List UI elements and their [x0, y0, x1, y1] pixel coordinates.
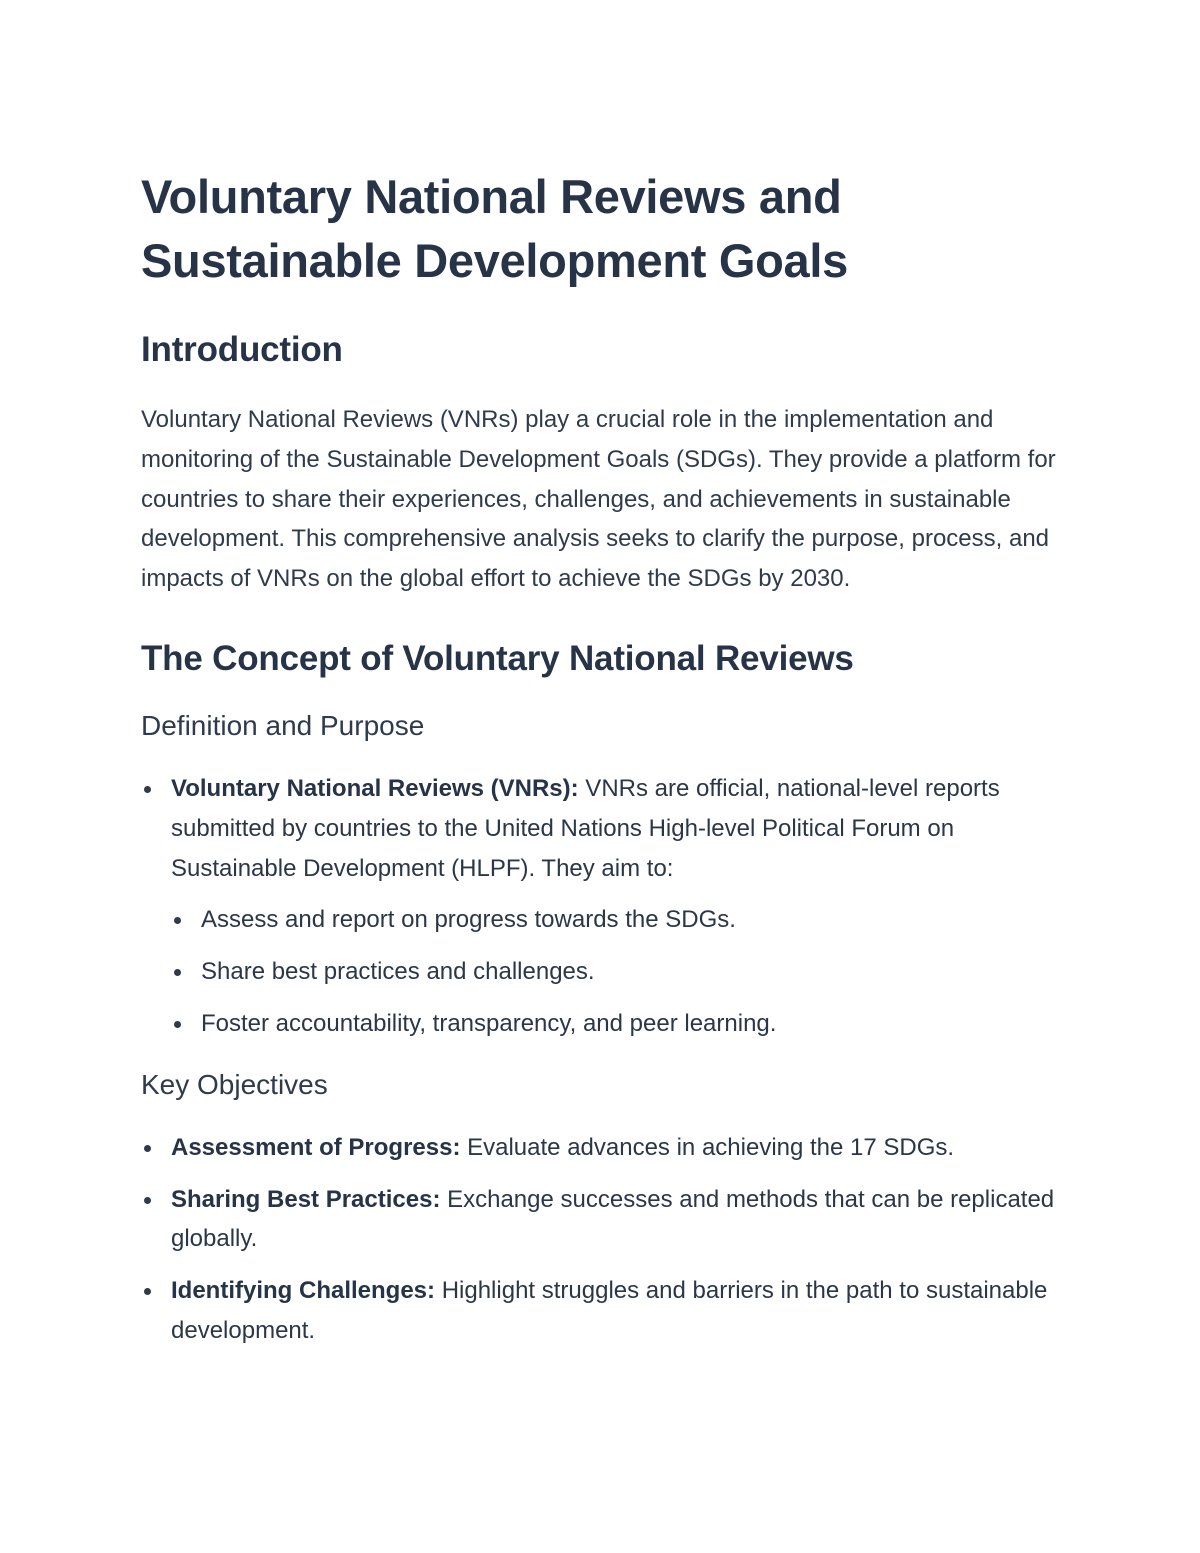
definition-heading: Definition and Purpose: [141, 709, 425, 741]
list-item-text: Highlight struggles and barriers in the path to sustainable development.: [171, 1277, 1048, 1344]
list-item-term: Voluntary National Reviews (VNRs):: [171, 774, 579, 802]
definition-list: [141, 769, 1060, 1044]
list-item-text: Evaluate advances in achieving the 17 SDGs.: [460, 1133, 955, 1161]
list-item-term: Assessment of Progress:: [171, 1133, 461, 1161]
sublist-item: Foster accountability, transparency, and peer learning.: [171, 1004, 1060, 1044]
list-item: [141, 1180, 1060, 1260]
document-title: Voluntary National Reviews and Sustainable Development Goals: [141, 170, 848, 287]
definition-sublist: [171, 900, 1060, 1043]
list-item-text: VNRs are official, national-level reports submitted by countries to the United Nations High-level Political Forum on Sustainable Development (HLPF). They aim to:: [171, 774, 1000, 882]
objectives-list: [141, 1128, 1060, 1351]
introduction-heading: Introduction: [141, 330, 343, 369]
list-item-term: Identifying Challenges:: [171, 1277, 436, 1305]
list-item: [141, 1271, 1060, 1351]
sublist-item: Assess and report on progress towards the SDGs.: [171, 900, 1060, 940]
list-item: [141, 769, 1060, 1044]
list-item: [141, 1128, 1060, 1168]
concept-heading: The Concept of Voluntary National Reviews: [141, 638, 854, 678]
sublist-item: Share best practices and challenges.: [171, 952, 1060, 992]
list-item-term: Sharing Best Practices:: [171, 1185, 441, 1213]
list-item-text: Exchange successes and methods that can be replicated globally.: [171, 1185, 1055, 1253]
objectives-heading: Key Objectives: [141, 1068, 328, 1100]
introduction-paragraph: Voluntary National Reviews (VNRs) play a crucial role in the implementation and monitoring of the Sustainable Development Goals (SDGs). They provide a platform for countries to share their experiences, challenges, and achievements in sustainable development. This comprehensive analysis seeks to clarify the purpose, process, and impacts of VNRs on the global effort to achieve the SDGs by 2030.: [141, 406, 1056, 593]
